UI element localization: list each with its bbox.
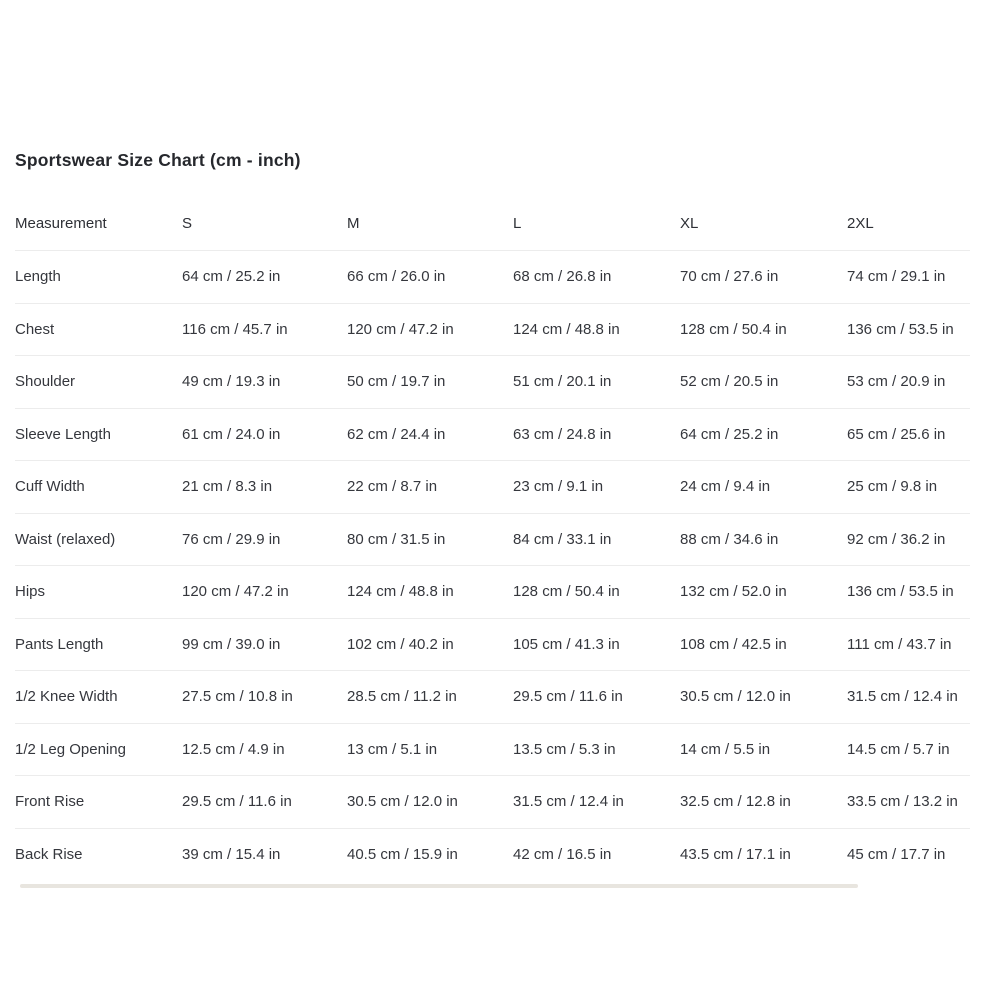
- measurement-value: 29.5 cm / 11.6 in: [513, 671, 680, 724]
- table-row: [15, 776, 970, 829]
- column-header-measurement: Measurement: [15, 194, 182, 251]
- measurement-value: 84 cm / 33.1 in: [513, 513, 680, 566]
- measurement-value: 25 cm / 9.8 in: [847, 461, 970, 514]
- measurement-value: 52 cm / 20.5 in: [680, 356, 847, 409]
- measurement-value: 33.5 cm / 13.2 in: [847, 776, 970, 829]
- measurement-value: 27.5 cm / 10.8 in: [182, 671, 347, 724]
- measurement-value: 49 cm / 19.3 in: [182, 356, 347, 409]
- size-chart-table: [15, 194, 970, 880]
- table-row: [15, 618, 970, 671]
- column-header-m: M: [347, 194, 513, 251]
- measurement-value: 92 cm / 36.2 in: [847, 513, 970, 566]
- measurement-value: 65 cm / 25.6 in: [847, 408, 970, 461]
- measurement-value: 21 cm / 8.3 in: [182, 461, 347, 514]
- measurement-label: 1/2 Knee Width: [15, 671, 182, 724]
- measurement-value: 64 cm / 25.2 in: [680, 408, 847, 461]
- measurement-value: 12.5 cm / 4.9 in: [182, 723, 347, 776]
- table-row: [15, 566, 970, 619]
- measurement-value: 40.5 cm / 15.9 in: [347, 845, 458, 863]
- measurement-value: 102 cm / 40.2 in: [347, 618, 513, 671]
- measurement-value: 62 cm / 24.4 in: [347, 408, 513, 461]
- measurement-value: 64 cm / 25.2 in: [182, 251, 347, 304]
- measurement-value: 74 cm / 29.1 in: [847, 251, 970, 304]
- measurement-value: 14 cm / 5.5 in: [680, 723, 847, 776]
- measurement-value: 53 cm / 20.9 in: [847, 356, 970, 409]
- measurement-value: 63 cm / 24.8 in: [513, 408, 680, 461]
- measurement-value: 136 cm / 53.5 in: [847, 303, 970, 356]
- measurement-label: 1/2 Leg Opening: [15, 723, 182, 776]
- measurement-value: 42 cm / 16.5 in: [513, 845, 612, 863]
- table-header-row: [15, 194, 970, 251]
- measurement-value: 108 cm / 42.5 in: [680, 618, 847, 671]
- measurement-value: 32.5 cm / 12.8 in: [680, 776, 847, 829]
- table-row: [15, 303, 970, 356]
- table-row: [15, 723, 970, 776]
- measurement-value: 66 cm / 26.0 in: [347, 251, 513, 304]
- measurement-value: 105 cm / 41.3 in: [513, 618, 680, 671]
- measurement-value: 128 cm / 50.4 in: [680, 303, 847, 356]
- table-row: [15, 513, 970, 566]
- measurement-label: Cuff Width: [15, 461, 182, 514]
- measurement-value: 24 cm / 9.4 in: [680, 461, 847, 514]
- column-header-xl: XL: [680, 194, 847, 251]
- measurement-value: 120 cm / 47.2 in: [182, 566, 347, 619]
- measurement-label: Sleeve Length: [15, 408, 182, 461]
- measurement-value: 30.5 cm / 12.0 in: [680, 671, 847, 724]
- measurement-value: 136 cm / 53.5 in: [847, 566, 970, 619]
- measurement-label: Pants Length: [15, 618, 182, 671]
- page-title: Sportswear Size Chart (cm - inch): [15, 150, 301, 170]
- measurement-label: Waist (relaxed): [15, 513, 182, 566]
- measurement-value: 120 cm / 47.2 in: [347, 303, 513, 356]
- horizontal-scrollbar-thumb[interactable]: [20, 884, 858, 888]
- measurement-label: Chest: [15, 303, 182, 356]
- measurement-value: 22 cm / 8.7 in: [347, 461, 513, 514]
- table-row: [15, 461, 970, 514]
- measurement-value: 30.5 cm / 12.0 in: [347, 776, 513, 829]
- measurement-value: 111 cm / 43.7 in: [847, 618, 970, 671]
- measurement-label: Shoulder: [15, 356, 182, 409]
- table-row: [15, 356, 970, 409]
- measurement-label: Back Rise: [15, 845, 83, 863]
- measurement-value: 23 cm / 9.1 in: [513, 461, 680, 514]
- measurement-value: 45 cm / 17.7 in: [847, 845, 946, 863]
- measurement-value: 80 cm / 31.5 in: [347, 513, 513, 566]
- column-header-s: S: [182, 194, 347, 251]
- measurement-value: 68 cm / 26.8 in: [513, 251, 680, 304]
- measurement-value: 14.5 cm / 5.7 in: [847, 723, 970, 776]
- measurement-value: 31.5 cm / 12.4 in: [513, 776, 680, 829]
- measurement-value: 13.5 cm / 5.3 in: [513, 723, 680, 776]
- measurement-value: 13 cm / 5.1 in: [347, 723, 513, 776]
- measurement-value: 116 cm / 45.7 in: [182, 303, 347, 356]
- measurement-value: 124 cm / 48.8 in: [347, 566, 513, 619]
- size-chart-body: [15, 251, 970, 881]
- measurement-value: 124 cm / 48.8 in: [513, 303, 680, 356]
- size-chart-table-wrap: [15, 194, 970, 880]
- measurement-value: 50 cm / 19.7 in: [347, 356, 513, 409]
- table-row: [15, 251, 970, 304]
- measurement-value: 61 cm / 24.0 in: [182, 408, 347, 461]
- measurement-value: 99 cm / 39.0 in: [182, 618, 347, 671]
- measurement-value: 88 cm / 34.6 in: [680, 513, 847, 566]
- column-header-2xl: 2XL: [847, 194, 970, 251]
- measurement-value: 76 cm / 29.9 in: [182, 513, 347, 566]
- measurement-value: 28.5 cm / 11.2 in: [347, 671, 513, 724]
- measurement-value: 43.5 cm / 17.1 in: [680, 845, 791, 863]
- measurement-value: 51 cm / 20.1 in: [513, 356, 680, 409]
- measurement-value: 132 cm / 52.0 in: [680, 566, 847, 619]
- measurement-value: 39 cm / 15.4 in: [182, 845, 281, 863]
- measurement-value: 70 cm / 27.6 in: [680, 251, 847, 304]
- table-row: [15, 671, 970, 724]
- column-header-l: L: [513, 194, 680, 251]
- measurement-value: 31.5 cm / 12.4 in: [847, 671, 970, 724]
- measurement-label: Hips: [15, 566, 182, 619]
- measurement-label: Length: [15, 251, 182, 304]
- measurement-label: Front Rise: [15, 776, 182, 829]
- measurement-value: 29.5 cm / 11.6 in: [182, 776, 347, 829]
- table-row: [15, 828, 970, 880]
- table-row: [15, 408, 970, 461]
- measurement-value: 128 cm / 50.4 in: [513, 566, 680, 619]
